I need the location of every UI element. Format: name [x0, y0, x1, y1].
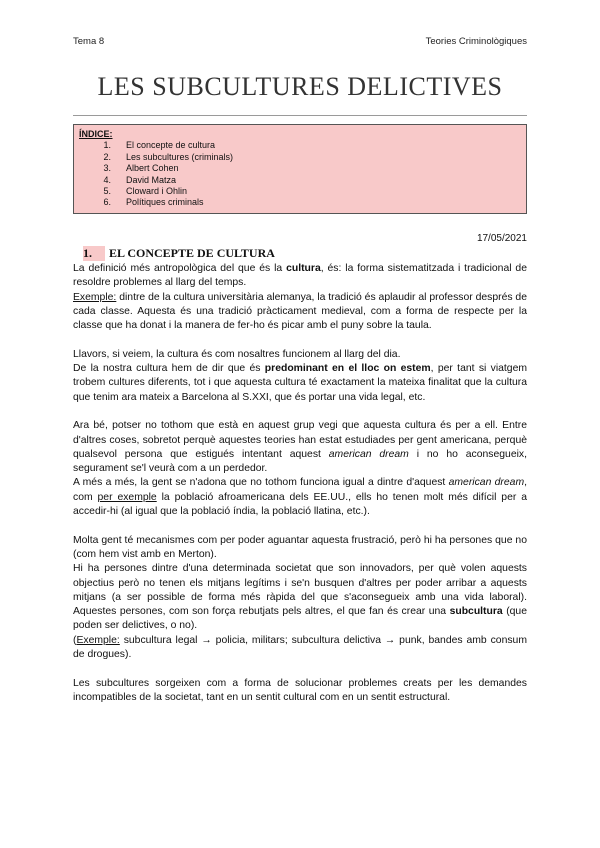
text-run: , com: [73, 477, 527, 503]
index-item-number: 3.: [103, 163, 111, 174]
paragraph: [73, 362, 527, 405]
body-text: [73, 262, 527, 705]
text-run: subcultura legal → policia, militars; subcultura delictiva → punk, bandes amb consum de drogues).: [73, 634, 527, 661]
bold-term: predominant en el lloc on estem: [264, 363, 431, 375]
index-item: [79, 197, 526, 208]
paragraph: [73, 634, 527, 663]
text-run: , per tant si viatgem trobem cultures diferents, tot i que aquesta cultura té exactament la mateixa finalitat que la cultura que tenim ara mateix a Barcelona al S.XXI, que és portar una vida legal, etc.: [73, 363, 528, 403]
paragraph: [73, 476, 527, 519]
text-run: A més a més, la gent se n'adona que no tothom funciona igual a dintre d'aquest: [73, 477, 449, 489]
paragraph: [73, 562, 527, 633]
index-heading: ÍNDICE:: [79, 129, 113, 139]
index-item-label: Cloward i Ohlin: [126, 186, 188, 197]
index-item-number: 6.: [103, 197, 111, 208]
text-run: i no ho aconsegueix, segurament se'l veurà com a un perdedor.: [73, 448, 527, 475]
text-run: (que poden ser delictives, o no).: [73, 606, 527, 632]
example-label: Exemple:: [76, 634, 120, 646]
index-item-label: Polítiques criminals: [126, 197, 204, 208]
index-item: [79, 163, 526, 174]
section-title: EL CONCEPTE DE CULTURA: [109, 246, 275, 260]
text-run: la població afroamericana dels EE.UU., ells ho tenen molt més difícil per a accedir-hi (al igual que la població índia, la població llatina, etc.).: [73, 491, 527, 518]
text-run: Ara bé, potser no tothom que està en aquest grup vegi que aquesta cultura és per a ell. Entre d'altres coses, sobretot perquè aquestes teories han estat estudiades per gent americana, perquè qualsevol persona que estigués intentant aquest: [73, 420, 527, 460]
index-item-number: 2.: [103, 151, 111, 162]
index-item: [79, 175, 526, 186]
index-item-label: Les subcultures (criminals): [126, 151, 234, 162]
text-run: La definició més antropològica del que és la: [73, 263, 287, 274]
italic-term: american dream: [448, 477, 525, 489]
paragraph: [73, 262, 527, 291]
paragraph: Molta gent té mecanismes com per poder aguantar aquesta frustració, però hi ha persones que no (com hem vist amb en Merton).: [73, 534, 527, 560]
index-item: [79, 186, 526, 197]
index-box: [73, 124, 527, 214]
index-item: [79, 140, 526, 151]
document-date: 17/05/2021: [476, 233, 527, 244]
index-item-label: Albert Cohen: [126, 163, 179, 174]
index-item-number: 4.: [103, 174, 111, 185]
text-run: Hi ha persones dintre d'una determinada societat que son innovadors, per què volen aquests objectius però no tenen els mitjans legítims i se'n busquen d'altres per poder arribar a aquests mitjans (a ser possible de forma més ràpida del que s'aconsegueix amb una vida laboral). Aquestes persones, com son força rebutjats pels altres, el que fan és crear una: [73, 563, 527, 618]
bold-term: cultura: [286, 263, 321, 274]
index-item-number: 1.: [103, 140, 111, 151]
header-left: Tema 8: [73, 36, 105, 47]
section-heading: [83, 246, 275, 261]
index-item-number: 5.: [103, 186, 111, 197]
text-run: dintre de la cultura universitària alemanya, la tradició és aplaudir al professor després de cada classe. Aquesta és una tradició pràcticament medieval, com a forma de respecte per la classe que ha donat i la manera de fer-ho és picar amb el puny sobre la taula.: [73, 291, 527, 332]
italic-term: american dream: [328, 448, 409, 460]
page-title: LES SUBCULTURES DELICTIVES: [97, 72, 503, 101]
index-item: [79, 152, 526, 163]
paragraph: [73, 291, 527, 334]
paragraph: Llavors, si veiem, la cultura és com nosaltres funcionem al llarg del dia.: [73, 348, 401, 360]
text-run: De la nostra cultura hem de dir que és: [73, 363, 265, 375]
underlined-term: per exemple: [97, 491, 157, 503]
header-right: Teories Criminològiques: [425, 36, 527, 47]
text-run: , és: la forma sistematitzada i tradicional de resoldre problemes al llarg del temps.: [73, 263, 527, 289]
title-divider: [73, 115, 527, 116]
bold-term: subcultura: [449, 606, 503, 618]
index-item-label: El concepte de cultura: [126, 140, 216, 151]
index-item-label: David Matza: [126, 174, 177, 185]
example-label: Exemple:: [73, 291, 117, 303]
paragraph: Les subcultures sorgeixen com a forma de solucionar problemes creats per les demandes incompatibles de la societat, tant en un sentit cultural com en un sentit estructural.: [73, 677, 527, 703]
section-number: 1.: [83, 246, 92, 260]
text-run: (: [73, 634, 77, 646]
paragraph: [73, 419, 527, 476]
